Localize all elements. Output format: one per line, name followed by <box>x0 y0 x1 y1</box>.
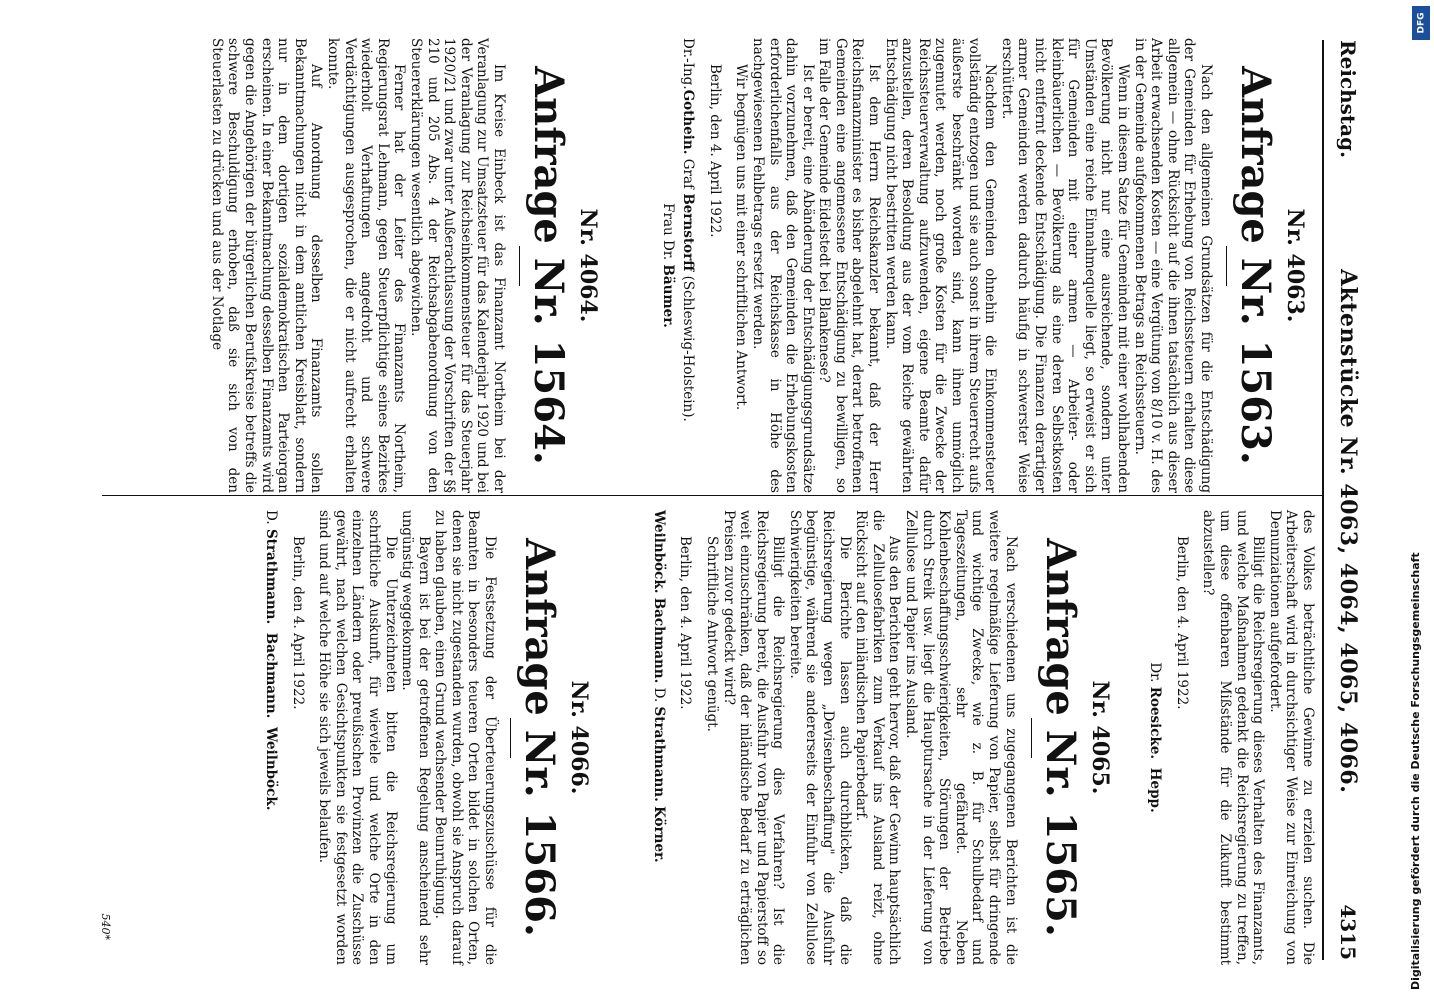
signature-name: Bachmann. <box>262 632 279 719</box>
paragraph: Ist dem Herrn Reichskanzler bekannt, daß der Herr Reichsfinanzminister es bisher abgelehnt hat, derart betroffenen Gemeinden eine angemessene Entschädigung zu bewilligen, so im Falle der Gemeinde Eidelstedt bei Blankenese? <box>816 38 883 493</box>
header-left: Reichstag. <box>1336 40 1360 159</box>
scanned-page <box>82 20 1382 980</box>
dfg-logo-text: DFG <box>1416 12 1427 34</box>
paragraph: Nach verschiedenen uns zugegangenen Berichten ist die weitere regelmäßige Lieferung von Papier, selbst für dringende und wichtige Zwecke, wie z. B. für Schulbedarf und Tageszeitungen, sehr gefährdet. Neben Kohlenbeschaffungsschwierigkeiten, Störungen der Betriebe durch Streik usw. liegt die Hauptursache in der Lieferung von Zellulose und Papier ins Ausland. <box>903 510 1019 965</box>
spacer <box>1121 510 1143 965</box>
paragraph: Wir begnügen uns mit einer schriftlichen Antwort. <box>733 64 750 411</box>
signature-text: (Schleswig-Holstein). <box>680 271 697 422</box>
left-column <box>208 38 1316 493</box>
signature-text: Dr.-Ing. <box>680 38 697 90</box>
section-4064-title: Anfrage Nr. 1564. <box>524 66 572 465</box>
title-rule <box>510 718 511 758</box>
section-4066-title: Anfrage Nr. 1566. <box>516 538 564 937</box>
signature-name: Bernstorff <box>680 193 697 272</box>
paragraph: Ist er bereit, eine Abänderung der Entschädigungsgrundsätze dahin vorzunehmen, daß den Gemeinden die Erhebungskosten erforderlichenfalls aus der Reichskasse in Höhe des nachgewiesenen Fehlbetrags ersetzt werden. <box>749 38 816 493</box>
paragraph: Ferner hat der Leiter des Finanzamts Northeim, Regierungsrat Lehmann, gegen Steuerpflichtige seines Bezirkes wiederholt Verhaftungen angedroht und schwere Verdächtigungen ausgesprochen, die er nicht aufrecht erhalten konnte. <box>324 38 408 493</box>
signature-name: Bachmann. <box>650 597 667 684</box>
paragraph: Billigt die Reichsregierung dies Verfahren? Ist die Reichsregierung bereit, die Ausfuhr von Papier und Papierstoff so weit einzuschränken, daß der inländische Bedarf zu erträglichen Preisen zuvor gedeckt wird? <box>720 510 787 965</box>
signature-text: Dr. <box>1147 662 1164 687</box>
signature-name: Strathmann. <box>650 706 667 802</box>
paragraph: Im Kreise Einbeck ist das Finanzamt Northeim bei der Veranlagung zur Umsatzsteuer für das Kalenderjahr 1920 und bei der Veranlagung zur Reichseinkommensteuer für das Steuerjahr 1920/21 und zwar unter Außerachtlassung der Vorschriften der §§ 210 und 205 Abs. 4 der Reichsabgabenordnung von den Steuererklärungen wesentlich abgewichen. <box>407 38 507 493</box>
section-4066-number: Nr. 4066. <box>566 680 593 795</box>
paragraph: Wenn in diesem Satze für Gemeinden mit einer wohlhabenden Bevölkerung nicht nur eine ausreichende, sondern unter Umständen eine reiche Einnahmequelle liegt, so erweist er sich für Gemeinden mit einer armen — Arbeiter- oder kleinbäuerlichen — Bevölkerung als eine deren Selbstkosten nicht entfernt deckende Entschädigung. Die Finanzen derartiger armer Gemeinden werden dadurch häufig in schwerster Weise erschüttert. <box>998 38 1131 493</box>
paragraph: Auf Anordnung desselben Finanzamts sollen Bekanntmachungen nicht in dem amtlichen Kreisblatt, sondern nur in dem dortigen sozialdemokratischen Parteiorgan erscheinen. In einer Bekanntmachung desselben Finanzamts wird gegen die Angehörigen der bürgerlichen Berufskreise betreffs die schwere Beschuldigung erhoben, daß sie sich von den Steuerlasten zu drücken und aus der Notlage <box>208 38 325 493</box>
date-line: Berlin, den 4. April 1922. <box>677 536 694 710</box>
section-4063-title: Anfrage Nr. 1563. <box>1231 66 1279 465</box>
signature-line <box>680 38 697 493</box>
signature-text: D. <box>650 683 667 707</box>
paragraph: Nach den allgemeinen Grundsätzen für die Entschädigung der Gemeinden für Erhebung von Reichssteuern erhalten diese allgemein — ohne Rücksicht auf die ihnen tatsächlich aus dieser Arbeit erwachsenden Kosten — eine Vergütung von 8/10 v. H. des in der Gemeinde aufgekommenen Betrags an Reichssteuern. <box>1131 38 1214 493</box>
signature-line <box>659 38 676 493</box>
signature-name: Gothein. <box>680 89 697 155</box>
signature-line <box>650 510 667 965</box>
date-line: Berlin, den 4. April 1922. <box>706 64 723 238</box>
signature-text: D. <box>262 510 279 529</box>
spacer <box>600 510 646 965</box>
header-doc-range: Aktenstücke Nr. 4063, 4064, 4065, 4066. <box>1335 269 1361 794</box>
signature-name: Weilnböck. <box>650 510 667 594</box>
signature-name: Körner. <box>650 806 667 863</box>
signature-text: Graf <box>680 154 697 194</box>
paragraph: Die Berichte lassen auch durchblicken, daß die Reichsregierung wegen „Devisenbeschaffung" die Ausfuhr begünstige, während sie andererseits der Einfuhr von Zellulose Schwierigkeiten bereite. <box>786 510 853 965</box>
paragraph: Nachdem den Gemeinden ohnehin die Einkommensteuer vollständig entzogen und sie auch sonst in ihrem Steuerrecht aufs äußerste beschränkt worden sind, kann ihnen unmöglich zugemutet werden, noch große Kosten für die Zwecke der Reichssteuerverwaltung aufzuwenden, eigene Beamte dafür anzustellen, deren Besoldung aus der vom Reiche gewährten Entschädigung nicht bestritten werden kann. <box>882 38 999 493</box>
paragraph: Schriftliche Antwort genügt. <box>703 536 720 732</box>
date-line: Berlin, den 4. April 1922. <box>1173 536 1190 710</box>
right-column <box>258 510 1316 965</box>
column-separator <box>102 495 1322 496</box>
section-4065-number: Nr. 4065. <box>1086 680 1113 795</box>
signature-line <box>262 510 279 965</box>
paragraph: Die Unterzeichneten bitten die Reichsregierung um schriftliche Auskunft, für wieviele und welche Orte in den einzelnen Ländern oder preußischen Provinzen die Zuschüsse gewährt, nach welchen Gesichtspunkten sie festgesetzt worden sind und auf welche Höhe sie sich jeweils belaufen. <box>316 510 399 965</box>
section-4063-number: Nr. 4063. <box>1282 208 1308 323</box>
section-4064-number: Nr. 4064. <box>574 208 601 323</box>
title-rule <box>1031 718 1032 758</box>
signature-name: Roesicke. <box>1147 686 1164 760</box>
signature-name: Strathmann. <box>262 528 279 625</box>
paragraph: Bayern ist bei der getroffenen Regelung anscheinend sehr ungünstig weggekommen. <box>399 510 432 965</box>
title-rule <box>519 246 520 286</box>
paragraph: Aus den Berichten geht hervor, daß der Gewinn hauptsächlich die Zellulosefabriken zum Verkauf ins Ausland reizt, ohne Rücksicht auf den inländischen Papierbedarf. <box>853 510 903 965</box>
signature-line <box>1147 510 1164 965</box>
section-4065-title: Anfrage Nr. 1565. <box>1036 538 1084 937</box>
page-number: 4315 <box>1336 904 1360 960</box>
signature-text: Frau Dr. <box>659 203 676 265</box>
spacer <box>609 38 655 493</box>
paragraph: Die Festsetzung der Überteuerungszuschüsse für die Beamten in besonders teueren Orten bildet in solchen Orten, denen sie nicht zugestanden wurden, obwohl sie Anspruch darauf zu haben glauben, einen Grund wachsender Beunruhigung. <box>432 510 499 965</box>
header-rule <box>1322 40 1324 960</box>
page-header <box>1328 40 1368 960</box>
date-line: Berlin, den 4. April 1922. <box>289 536 306 710</box>
paragraph: des Volkes beträchtliche Gewinne zu erzielen suchen. Die Arbeiterschaft wird in durchsichtiger Weise zur Einreichung von Denunziationen aufgefordert. <box>1266 510 1316 965</box>
digitization-credit: Digitalisierung gefördert durch die Deutsche Forschungsgemeinschaft <box>1408 552 1422 990</box>
print-mark: 540* <box>99 913 112 940</box>
paragraph: Billigt die Reichsregierung dieses Verhalten des Finanzamts, und welche Maßnahmen gedenkt die Reichsregierung zu treffen, um diese offenbaren Mißstände für die Zukunft bestimmt abzustellen? <box>1200 510 1267 965</box>
title-rule <box>1226 246 1227 286</box>
signature-name: Hepp. <box>1147 767 1164 813</box>
signature-name: Weilnböck. <box>262 726 279 811</box>
signature-name: Bäumer. <box>659 264 676 328</box>
